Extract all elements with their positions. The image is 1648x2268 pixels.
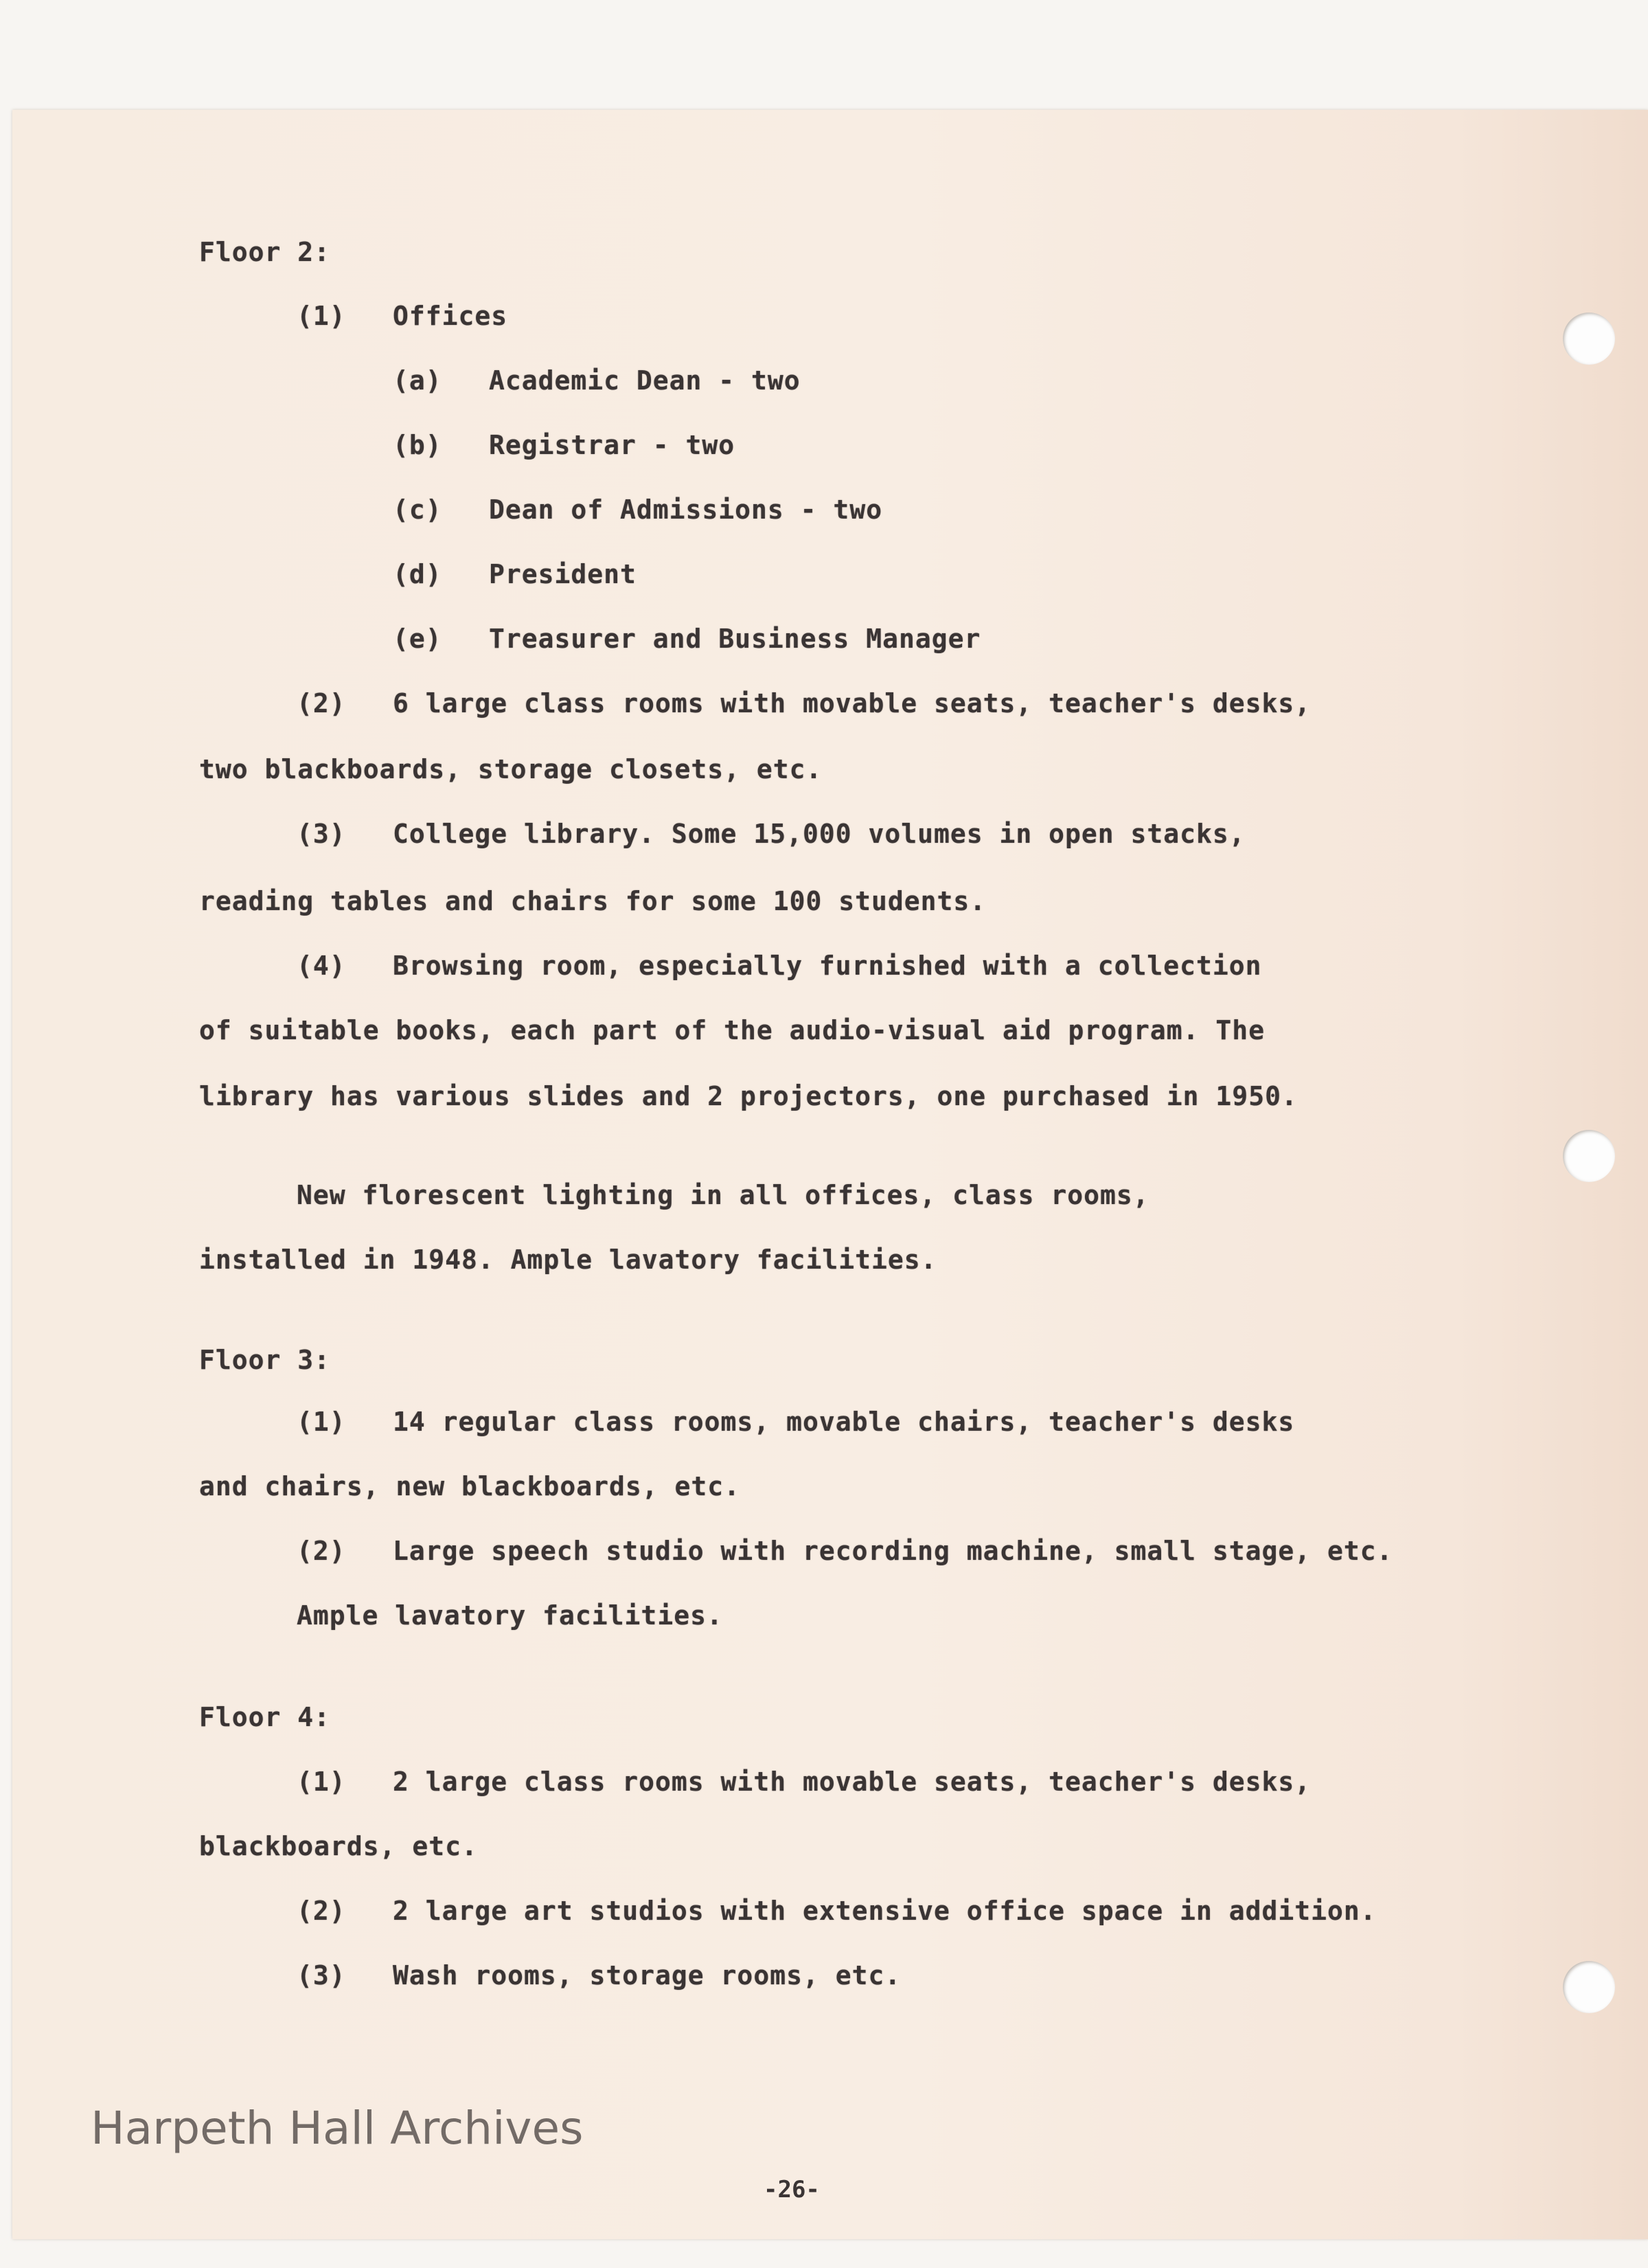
floor-2-item-3-line-2: reading tables and chairs for some 100 students. [199,886,987,916]
floor-4-heading: Floor 4: [199,1702,331,1732]
punch-hole-middle [1563,1130,1615,1182]
floor-3-item-1-line-2: and chairs, new blackboards, etc. [199,1471,740,1501]
office-d-text: President [489,559,637,589]
office-e-number: (e) [393,624,442,654]
floor-3-item-1-line-1: 14 regular class rooms, movable chairs, teacher's desks [393,1407,1295,1437]
floor-2-item-1-number: (1) [297,301,346,331]
floor-2-item-2-number: (2) [297,688,346,718]
floor-2-note-line-1: New florescent lighting in all offices, class rooms, [297,1180,1149,1210]
floor-4-item-1-line-2: blackboards, etc. [199,1831,478,1861]
floor-2-note-line-2: installed in 1948. Ample lavatory facilities. [199,1245,937,1275]
office-e-text: Treasurer and Business Manager [489,624,981,654]
floor-2-item-4-line-1: Browsing room, especially furnished with a collection [393,951,1262,981]
floor-4-item-1-line-1: 2 large class rooms with movable seats, teacher's desks, [393,1767,1312,1797]
office-c-text: Dean of Admissions - two [489,495,883,525]
floor-2-item-3-number: (3) [297,819,346,849]
floor-3-heading: Floor 3: [199,1345,331,1375]
floor-2-item-3-line-1: College library. Some 15,000 volumes in open stacks, [393,819,1246,849]
floor-2-item-4-line-3: library has various slides and 2 projectors, one purchased in 1950. [199,1081,1298,1111]
floor-2-item-4-line-2: of suitable books, each part of the audio-visual aid program. The [199,1015,1266,1045]
floor-2-item-4-number: (4) [297,951,346,981]
floor-2-item-1-text: Offices [393,301,508,331]
floor-4-item-3-line-1: Wash rooms, storage rooms, etc. [393,1960,902,1991]
floor-2-heading: Floor 2: [199,237,331,267]
office-c-number: (c) [393,495,442,525]
punch-hole-bottom [1563,1961,1615,2013]
page-number: -26- [764,2176,820,2203]
floor-4-item-3-number: (3) [297,1960,346,1991]
floor-4-item-2-number: (2) [297,1896,346,1926]
office-d-number: (d) [393,559,442,589]
punch-hole-top [1563,313,1615,365]
archive-watermark: Harpeth Hall Archives [91,2102,584,2155]
floor-4-item-2-line-1: 2 large art studios with extensive office space in addition. [393,1896,1377,1926]
floor-3-item-2-number: (2) [297,1536,346,1566]
office-b-text: Registrar - two [489,430,735,460]
floor-3-note: Ample lavatory facilities. [297,1600,723,1631]
floor-3-item-1-number: (1) [297,1407,346,1437]
floor-3-item-2-line-1: Large speech studio with recording machine, small stage, etc. [393,1536,1393,1566]
floor-2-item-2-line-1: 6 large class rooms with movable seats, teacher's desks, [393,688,1312,718]
floor-2-item-2-line-2: two blackboards, storage closets, etc. [199,754,823,784]
office-b-number: (b) [393,430,442,460]
floor-4-item-1-number: (1) [297,1767,346,1797]
office-a-number: (a) [393,365,442,396]
office-a-text: Academic Dean - two [489,365,801,396]
